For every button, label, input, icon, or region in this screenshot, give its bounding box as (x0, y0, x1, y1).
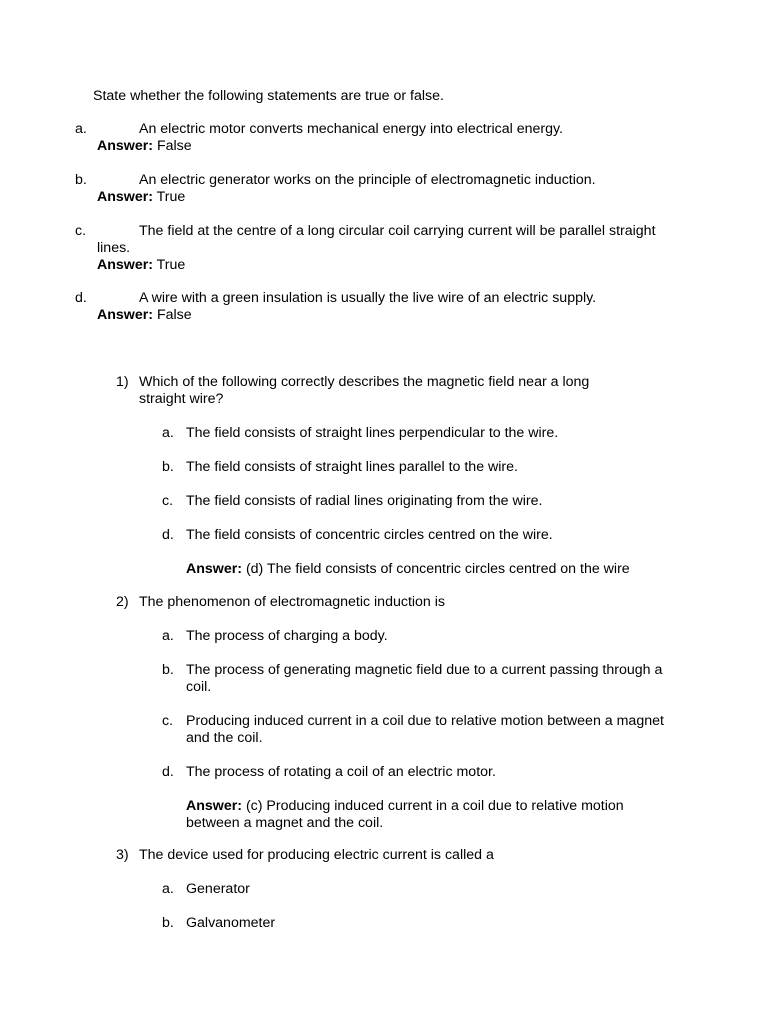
answer-text: (c) Producing induced current in a coil due to relative motion between a magnet and the coil. (186, 798, 624, 831)
option-a (0, 425, 666, 442)
option-b (0, 662, 666, 696)
question-text: The phenomenon of electromagnetic induction is (139, 594, 446, 610)
option-text: Galvanometer (186, 915, 276, 931)
question-text: The device used for producing electric current is called a (139, 847, 494, 863)
answer-label: Answer: (186, 798, 242, 814)
question-answer (0, 798, 676, 832)
option-text: The process of charging a body. (186, 628, 388, 644)
tf-letter: b. (75, 172, 87, 188)
option-letter: a. (162, 881, 174, 897)
tf-answer-value: False (156, 138, 192, 154)
tf-answer (97, 307, 700, 324)
tf-answer-value: True (156, 189, 186, 205)
option-b (0, 915, 666, 932)
tf-answer (97, 138, 700, 155)
option-a (0, 628, 666, 645)
tf-letter: a. (75, 121, 87, 137)
option-letter: d. (162, 527, 174, 543)
option-c (0, 713, 666, 747)
tf-statement: An electric generator works on the principle of electromagnetic induction. (139, 172, 596, 188)
question-number: 2) (116, 594, 129, 610)
option-text: The field consists of concentric circles centred on the wire. (186, 527, 553, 543)
option-text: Producing induced current in a coil due to relative motion between a magnet and the coil. (186, 713, 664, 746)
option-text: The field consists of radial lines originating from the wire. (186, 493, 543, 509)
option-b (0, 459, 666, 476)
instructions: State whether the following statements are true or false. (93, 88, 444, 104)
option-text: Generator (186, 881, 250, 897)
option-letter: a. (162, 628, 174, 644)
tf-item-a (0, 121, 700, 155)
option-text: The process of rotating a coil of an electric motor. (186, 764, 496, 780)
option-letter: b. (162, 459, 174, 475)
question-1 (0, 374, 768, 578)
tf-item-d (0, 290, 700, 324)
option-text: The field consists of straight lines parallel to the wire. (186, 459, 518, 475)
tf-statement: The field at the centre of a long circular coil carrying current will be parallel straight lines. (97, 223, 656, 256)
option-letter: b. (162, 915, 174, 931)
option-letter: d. (162, 764, 174, 780)
tf-answer (97, 257, 700, 274)
tf-answer (97, 189, 700, 206)
answer-text: (d) The field consists of concentric circles centred on the wire (245, 561, 630, 577)
question-number: 3) (116, 847, 129, 863)
tf-item-b (0, 172, 700, 206)
answer-label: Answer: (97, 189, 153, 205)
answer-label: Answer: (97, 138, 153, 154)
tf-letter: d. (75, 290, 87, 306)
tf-item-c (0, 223, 700, 274)
option-letter: c. (162, 493, 174, 509)
option-c (0, 493, 666, 510)
option-d (0, 527, 666, 544)
question-3 (0, 847, 768, 932)
tf-statement: An electric motor converts mechanical energy into electrical energy. (139, 121, 563, 137)
option-text: The field consists of straight lines perpendicular to the wire. (186, 425, 559, 441)
tf-letter: c. (75, 223, 87, 239)
option-a (0, 881, 666, 898)
answer-label: Answer: (97, 257, 153, 273)
option-d (0, 764, 666, 781)
tf-answer-value: True (156, 257, 186, 273)
question-text: Which of the following correctly describes the magnetic field near a long straight wire? (139, 374, 590, 407)
answer-label: Answer: (186, 561, 242, 577)
tf-answer-value: False (156, 307, 192, 323)
question-2 (0, 594, 768, 832)
tf-statement: A wire with a green insulation is usually the live wire of an electric supply. (139, 290, 597, 306)
option-letter: a. (162, 425, 174, 441)
answer-label: Answer: (97, 307, 153, 323)
option-letter: b. (162, 662, 174, 678)
option-letter: c. (162, 713, 174, 729)
option-text: The process of generating magnetic field due to a current passing through a coil. (186, 662, 663, 695)
question-answer (0, 561, 676, 578)
question-number: 1) (116, 374, 129, 390)
